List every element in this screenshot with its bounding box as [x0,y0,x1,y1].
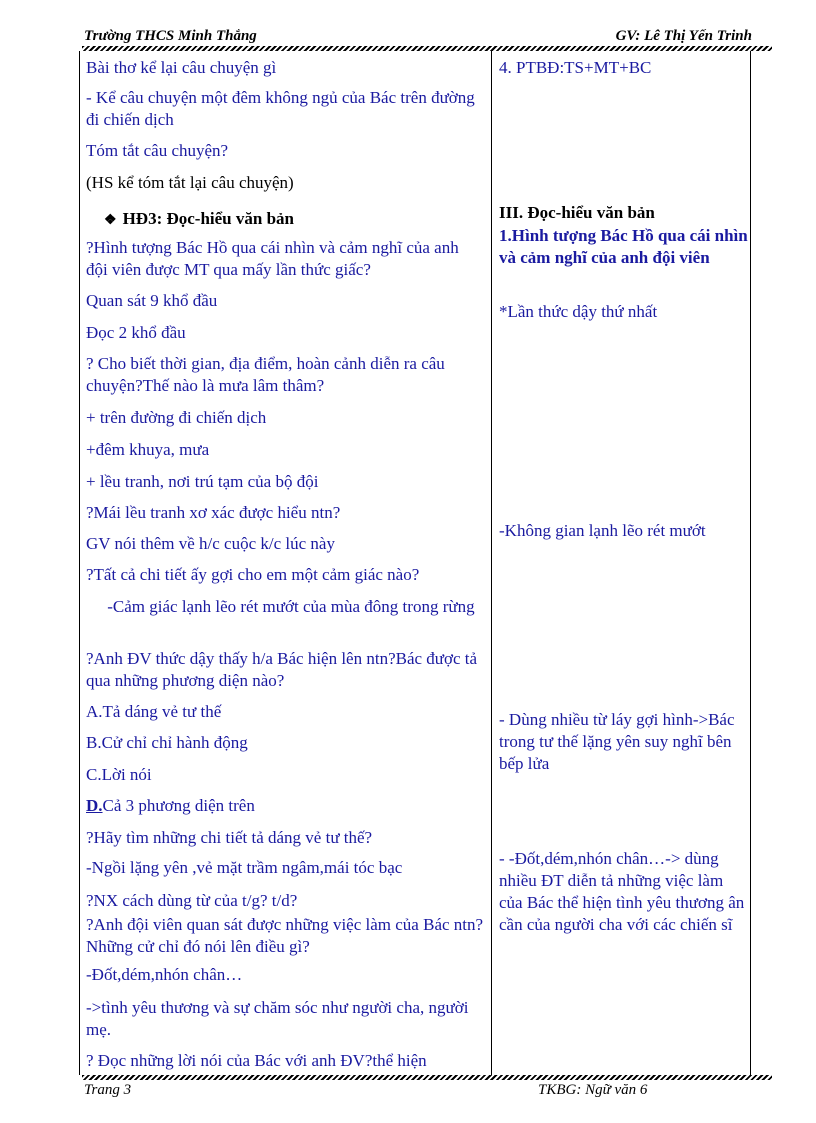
left-line-8: Đọc 2 khổ đầu [86,323,186,342]
left-line-16: -Cảm giác lạnh lẽo rét mướt của mùa đông trong rừng [86,597,475,616]
diamond-bullet-icon: ❖ [104,213,117,228]
right-line-7: - -Đốt,dém,nhón chân…-> dùng nhiều ĐT diễn tả những việc làm của Bác thể hiện tình yêu thương ân cần của người cha với các chiến sĩ [499,849,745,934]
left-line-27: ->tình yêu thương và sự chăm sóc như người cha, người mẹ. [86,998,469,1039]
left-line-10: + trên đường đi chiến dịch [86,408,267,427]
left-line-23: -Ngồi lặng yên ,vẻ mặt trầm ngâm,mái tóc bạc [86,858,403,877]
left-line-21 [86,795,484,817]
teacher-name: GV: Lê Thị Yến Trinh [615,28,752,44]
left-line-24: ?NX cách dùng từ của t/g? t/d? [86,891,298,910]
answer-letter: D. [86,796,103,815]
left-line-6: ?Hình tượng Bác Hồ qua cái nhìn và cảm nghĩ của anh đội viên được MT qua mấy lần thức giấc? [86,238,459,279]
subsection-heading: 1.Hình tượng Bác Hồ qua cái nhìn và cảm nghĩ của anh đội viên [499,226,748,267]
left-line-1: Bài thơ kể lại câu chuyện gì [86,58,277,77]
left-line-7: Quan sát 9 khổ đầu [86,291,218,310]
page-footer [82,1082,754,1102]
answer-text: Cả 3 phương diện trên [102,796,255,815]
activity-heading-text: HĐ3: Đọc-hiểu văn bản [122,209,294,228]
document-subject: TKBG: Ngữ văn 6 [538,1082,648,1098]
left-line-3: Tóm tắt câu chuyện? [86,141,229,160]
left-line-18: A.Tả dáng vẻ tư thế [86,702,222,721]
lesson-table [79,51,751,1075]
right-line-6: - Dùng nhiều từ láy gợi hình->Bác trong tư thế lặng yên suy nghĩ bên bếp lửa [499,710,735,773]
footer-rule [82,1075,772,1080]
left-line-28: ? Đọc những lời nói của Bác với anh ĐV?thể hiện [86,1051,427,1070]
activity-heading [104,208,502,232]
left-line-13: ?Mái lều tranh xơ xác được hiểu ntn? [86,503,341,522]
right-line-5: -Không gian lạnh lẽo rét mướt [499,521,706,540]
left-line-12: + lều tranh, nơi trú tạm của bộ đội [86,472,319,491]
left-line-4: (HS kể tóm tắt lại câu chuyện) [86,173,294,192]
left-line-26: -Đốt,dém,nhón chân… [86,965,243,984]
left-line-25: ?Anh đội viên quan sát được những việc làm của Bác ntn?Những cử chỉ đó nói lên điều gì? [86,915,484,956]
column-divider [491,51,492,1075]
right-line-1: 4. PTBĐ:TS+MT+BC [499,58,652,77]
left-line-11: +đêm khuya, mưa [86,440,210,459]
left-line-15: ?Tất cả chi tiết ấy gợi cho em một cảm giác nào? [86,565,420,584]
left-line-2: - Kể câu chuyện một đêm không ngủ của Bác trên đường đi chiến dịch [86,88,475,129]
page-number: Trang 3 [84,1082,132,1098]
page-header [82,26,754,48]
left-line-19: B.Cử chỉ chỉ hành động [86,733,248,752]
left-line-9: ? Cho biết thời gian, địa điểm, hoàn cảnh diễn ra câu chuyện?Thế nào là mưa lâm thâm? [86,354,445,395]
left-line-20: C.Lời nói [86,765,152,784]
school-name: Trường THCS Minh Thắng [84,28,257,44]
left-line-17: ?Anh ĐV thức dậy thấy h/a Bác hiện lên ntn?Bác được tả qua những phương diện nào? [86,649,478,690]
section-heading: III. Đọc-hiểu văn bản [499,203,655,222]
left-line-22: ?Hãy tìm những chi tiết tả dáng vẻ tư thế? [86,828,373,847]
right-line-4: *Lần thức dậy thứ nhất [499,302,658,321]
left-line-14: GV nói thêm về h/c cuộc k/c lúc này [86,534,335,553]
